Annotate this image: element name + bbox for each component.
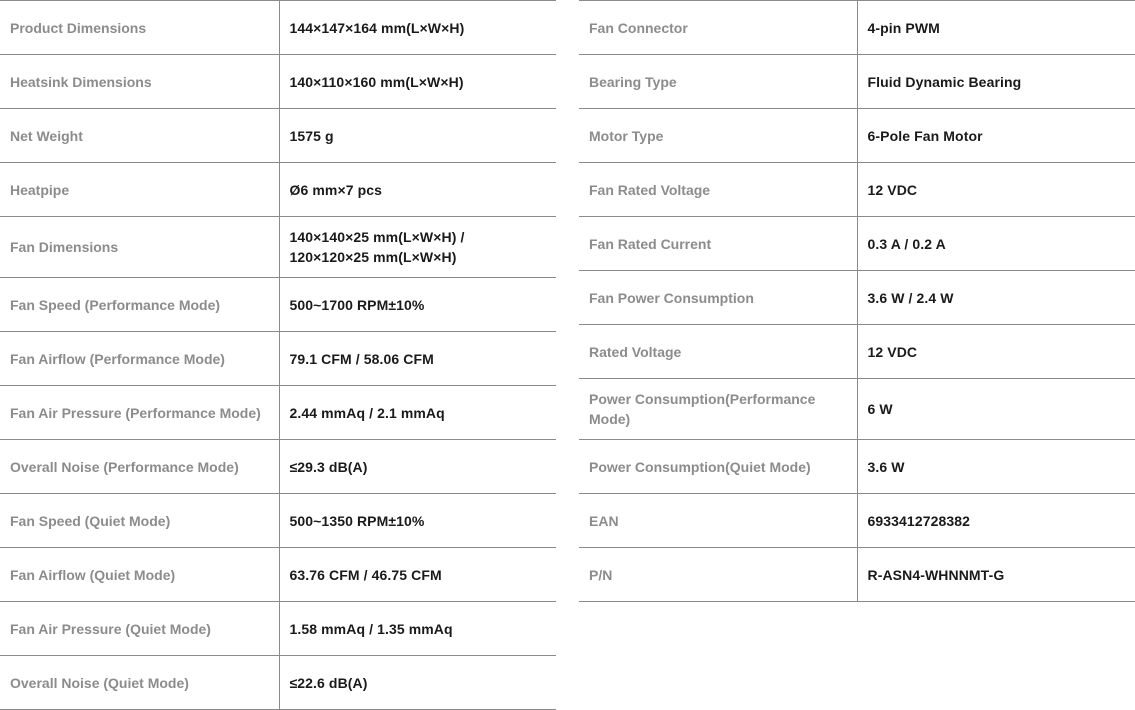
spec-value: 144×147×164 mm(L×W×H) [279, 1, 556, 55]
spec-value: 6933412728382 [857, 494, 1135, 548]
spec-row-product-dimensions [0, 1, 556, 55]
spec-value: 140×140×25 mm(L×W×H) / 120×120×25 mm(L×W×H) [279, 217, 556, 278]
spec-table-left [0, 0, 556, 710]
spec-row-fan-air-pressure-performance [0, 386, 556, 440]
spec-label: Bearing Type [579, 55, 857, 109]
spec-value: ≤29.3 dB(A) [279, 440, 556, 494]
spec-label: Fan Air Pressure (Performance Mode) [0, 386, 279, 440]
spec-value: 500~1700 RPM±10% [279, 278, 556, 332]
spec-row-heatpipe [0, 163, 556, 217]
spec-value: 0.3 A / 0.2 A [857, 217, 1135, 271]
spec-row-fan-airflow-quiet [0, 548, 556, 602]
spec-value: 3.6 W [857, 440, 1135, 494]
spec-label: Fan Airflow (Performance Mode) [0, 332, 279, 386]
spec-label: Fan Rated Voltage [579, 163, 857, 217]
spec-value: ≤22.6 dB(A) [279, 656, 556, 710]
spec-row-fan-connector [579, 1, 1135, 55]
spec-label: Fan Speed (Performance Mode) [0, 278, 279, 332]
spec-label: Fan Speed (Quiet Mode) [0, 494, 279, 548]
spec-value: 1575 g [279, 109, 556, 163]
spec-row-fan-airflow-performance [0, 332, 556, 386]
spec-row-fan-dimensions [0, 217, 556, 278]
spec-label: Fan Air Pressure (Quiet Mode) [0, 602, 279, 656]
spec-row-fan-speed-performance [0, 278, 556, 332]
spec-row-power-consumption-quiet [579, 440, 1135, 494]
spec-label: EAN [579, 494, 857, 548]
spec-label: Overall Noise (Quiet Mode) [0, 656, 279, 710]
spec-table-right [579, 0, 1135, 602]
spec-label: Fan Airflow (Quiet Mode) [0, 548, 279, 602]
spec-row-fan-speed-quiet [0, 494, 556, 548]
spec-row-fan-air-pressure-quiet [0, 602, 556, 656]
spec-value: 3.6 W / 2.4 W [857, 271, 1135, 325]
spec-label: Net Weight [0, 109, 279, 163]
spec-label: Power Consumption(Performance Mode) [579, 379, 857, 440]
spec-label: Overall Noise (Performance Mode) [0, 440, 279, 494]
spec-row-net-weight [0, 109, 556, 163]
spec-row-power-consumption-performance [579, 379, 1135, 440]
spec-row-fan-rated-voltage [579, 163, 1135, 217]
spec-row-rated-voltage [579, 325, 1135, 379]
spec-row-motor-type [579, 109, 1135, 163]
spec-label: P/N [579, 548, 857, 602]
spec-row-bearing-type [579, 55, 1135, 109]
spec-value: R-ASN4-WHNNMT-G [857, 548, 1135, 602]
spec-row-heatsink-dimensions [0, 55, 556, 109]
spec-label: Fan Connector [579, 1, 857, 55]
spec-label: Motor Type [579, 109, 857, 163]
spec-label: Power Consumption(Quiet Mode) [579, 440, 857, 494]
spec-label: Rated Voltage [579, 325, 857, 379]
spec-value: 6 W [857, 379, 1135, 440]
spec-label: Heatsink Dimensions [0, 55, 279, 109]
spec-row-fan-rated-current [579, 217, 1135, 271]
spec-label: Fan Rated Current [579, 217, 857, 271]
spec-value: Fluid Dynamic Bearing [857, 55, 1135, 109]
spec-value: 12 VDC [857, 325, 1135, 379]
spec-value: 140×110×160 mm(L×W×H) [279, 55, 556, 109]
spec-value: Ø6 mm×7 pcs [279, 163, 556, 217]
spec-value: 6-Pole Fan Motor [857, 109, 1135, 163]
spec-label: Product Dimensions [0, 1, 279, 55]
spec-value: 1.58 mmAq / 1.35 mmAq [279, 602, 556, 656]
spec-label: Heatpipe [0, 163, 279, 217]
spec-row-overall-noise-performance [0, 440, 556, 494]
spec-value: 500~1350 RPM±10% [279, 494, 556, 548]
spec-label: Fan Dimensions [0, 217, 279, 278]
spec-value: 4-pin PWM [857, 1, 1135, 55]
spec-row-ean [579, 494, 1135, 548]
spec-row-fan-power-consumption [579, 271, 1135, 325]
spec-value: 12 VDC [857, 163, 1135, 217]
spec-label: Fan Power Consumption [579, 271, 857, 325]
spec-row-overall-noise-quiet [0, 656, 556, 710]
spec-row-part-number [579, 548, 1135, 602]
spec-value: 2.44 mmAq / 2.1 mmAq [279, 386, 556, 440]
spec-value: 79.1 CFM / 58.06 CFM [279, 332, 556, 386]
spec-value: 63.76 CFM / 46.75 CFM [279, 548, 556, 602]
